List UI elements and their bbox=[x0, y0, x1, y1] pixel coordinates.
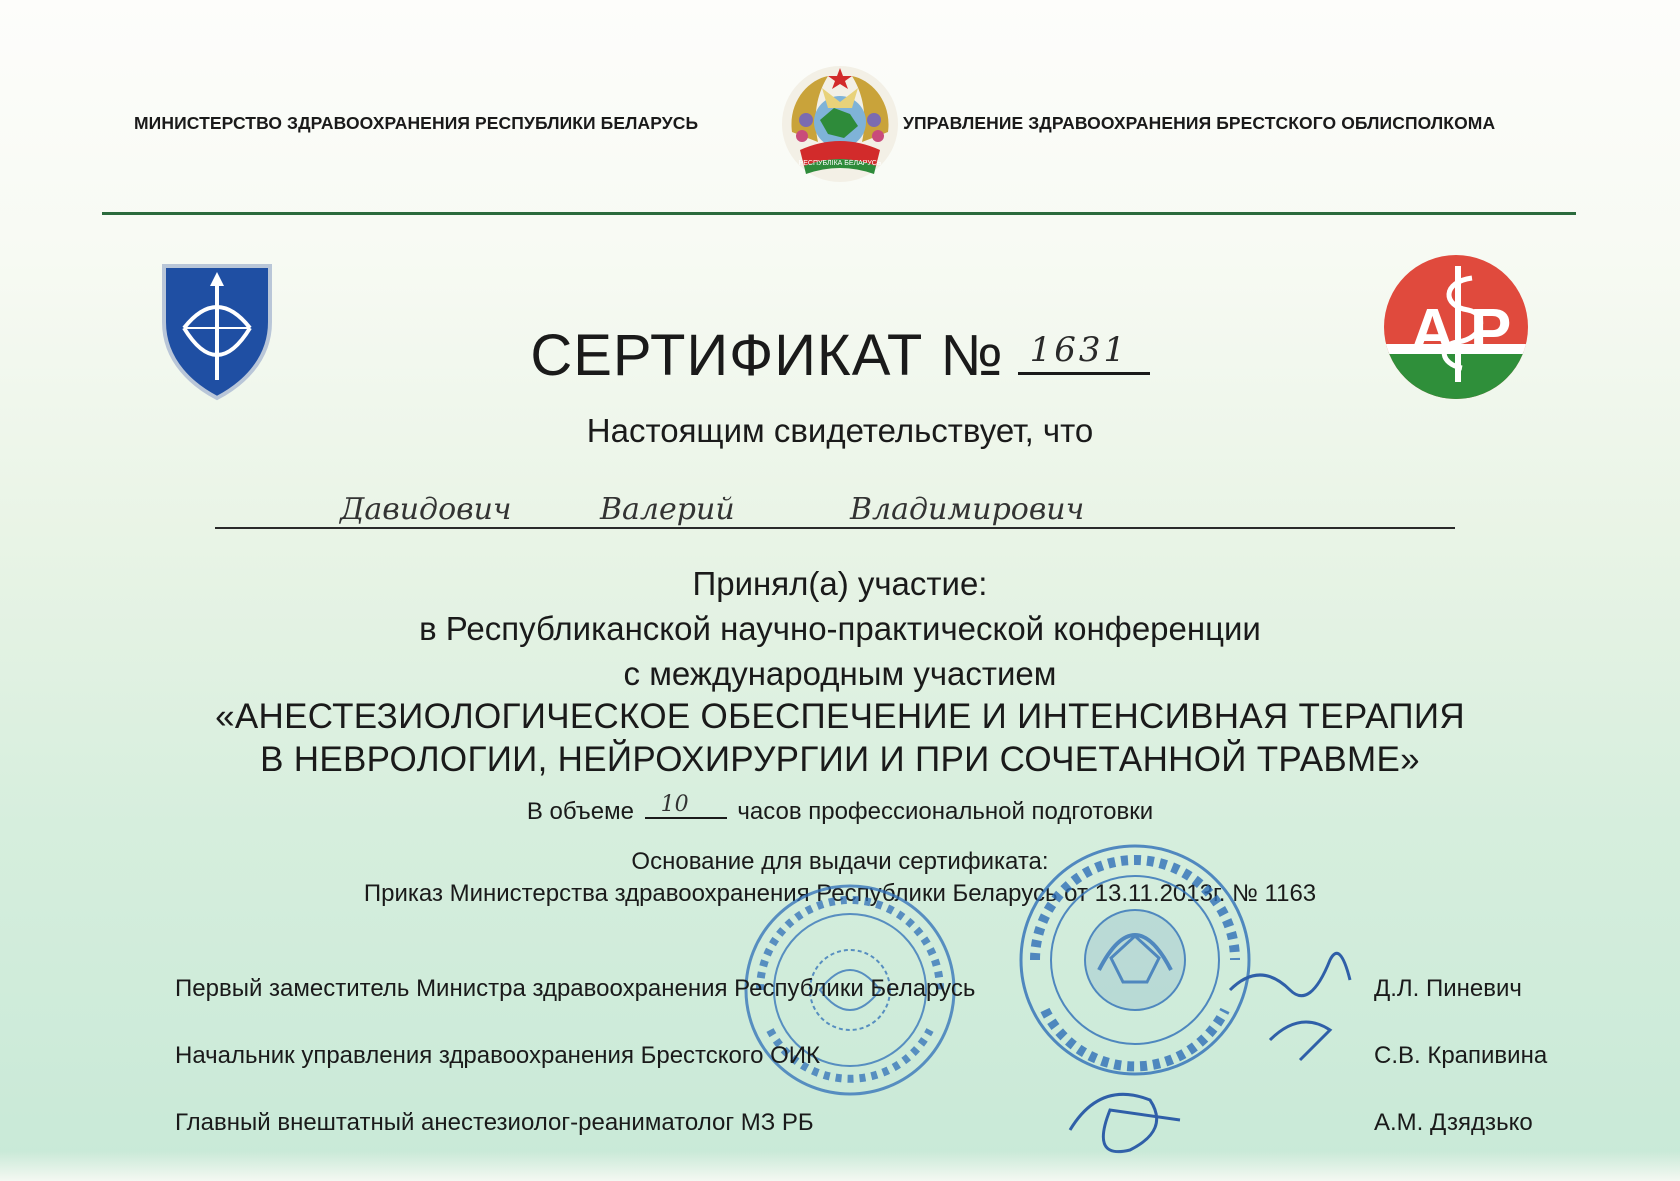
holder-name-line bbox=[215, 527, 1455, 529]
basis-order: Приказ Министерства здравоохранения Республики Беларусь от 13.11.2013г. № 1163 bbox=[363, 880, 1317, 907]
holder-patronymic: Владимирович bbox=[850, 492, 1085, 527]
asp-letter-a: A bbox=[1410, 297, 1455, 366]
certificate-title-text: СЕРТИФИКАТ № bbox=[530, 323, 1004, 388]
conference-theme-line-1: «АНЕСТЕЗИОЛОГИЧЕСКОЕ ОБЕСПЕЧЕНИЕ И ИНТЕНСИВНАЯ ТЕРАПИЯ bbox=[215, 697, 1465, 736]
certificate-number: 1631 bbox=[1029, 330, 1129, 370]
volume-hours: 10 bbox=[660, 792, 689, 817]
signatory-name-3: А.М. Дзядзько bbox=[1374, 1109, 1533, 1136]
accepted-text: Принял(а) участие: bbox=[692, 565, 988, 602]
training-volume bbox=[0, 793, 1680, 826]
conference-line-1: в Республиканской научно-практической конференции bbox=[419, 610, 1261, 647]
signatory-name-1: Д.Л. Пиневич bbox=[1374, 975, 1522, 1002]
volume-suffix: часов профессиональной подготовки bbox=[737, 798, 1154, 825]
volume-hours-blank bbox=[645, 793, 727, 819]
signatory-title-3: Главный внештатный анестезиолог-реаниматолог МЗ РБ bbox=[175, 1109, 814, 1136]
ministry-header: МИНИСТЕРСТВО ЗДРАВООХРАНЕНИЯ РЕСПУБЛИКИ БЕЛАРУСЬ bbox=[134, 113, 699, 133]
certificate-title bbox=[0, 322, 1680, 389]
basis-label: Основание для выдачи сертификата: bbox=[631, 848, 1049, 875]
header-rule bbox=[102, 212, 1576, 215]
signatory-name-2: С.В. Крапивина bbox=[1374, 1042, 1548, 1069]
signatory-title-1: Первый заместитель Министра здравоохранения Республики Беларусь bbox=[175, 975, 976, 1002]
conference-line-2: с международным участием bbox=[623, 655, 1057, 692]
volume-prefix: В объеме bbox=[526, 798, 634, 825]
conference-theme-line-2: В НЕВРОЛОГИИ, НЕЙРОХИРУРГИИ И ПРИ СОЧЕТАННОЙ ТРАВМЕ» bbox=[260, 740, 1420, 779]
signatory-title-2: Начальник управления здравоохранения Брестского ОИК bbox=[175, 1042, 821, 1069]
regional-health-header: УПРАВЛЕНИЕ ЗДРАВООХРАНЕНИЯ БРЕСТСКОГО ОБЛИСПОЛКОМА bbox=[903, 113, 1496, 133]
state-emblem-icon bbox=[778, 62, 902, 186]
holder-first-name: Валерий bbox=[600, 492, 735, 527]
emblem-ribbon-text: РЕСПУБЛІКА БЕЛАРУСЬ bbox=[798, 160, 882, 167]
certifies-text: Настоящим свидетельствует, что bbox=[586, 412, 1094, 449]
ministry-stamp-icon bbox=[1015, 840, 1255, 1080]
holder-surname: Давидович bbox=[340, 492, 512, 527]
certificate-number-blank bbox=[1018, 322, 1150, 375]
asp-letter-p: P bbox=[1470, 297, 1512, 366]
